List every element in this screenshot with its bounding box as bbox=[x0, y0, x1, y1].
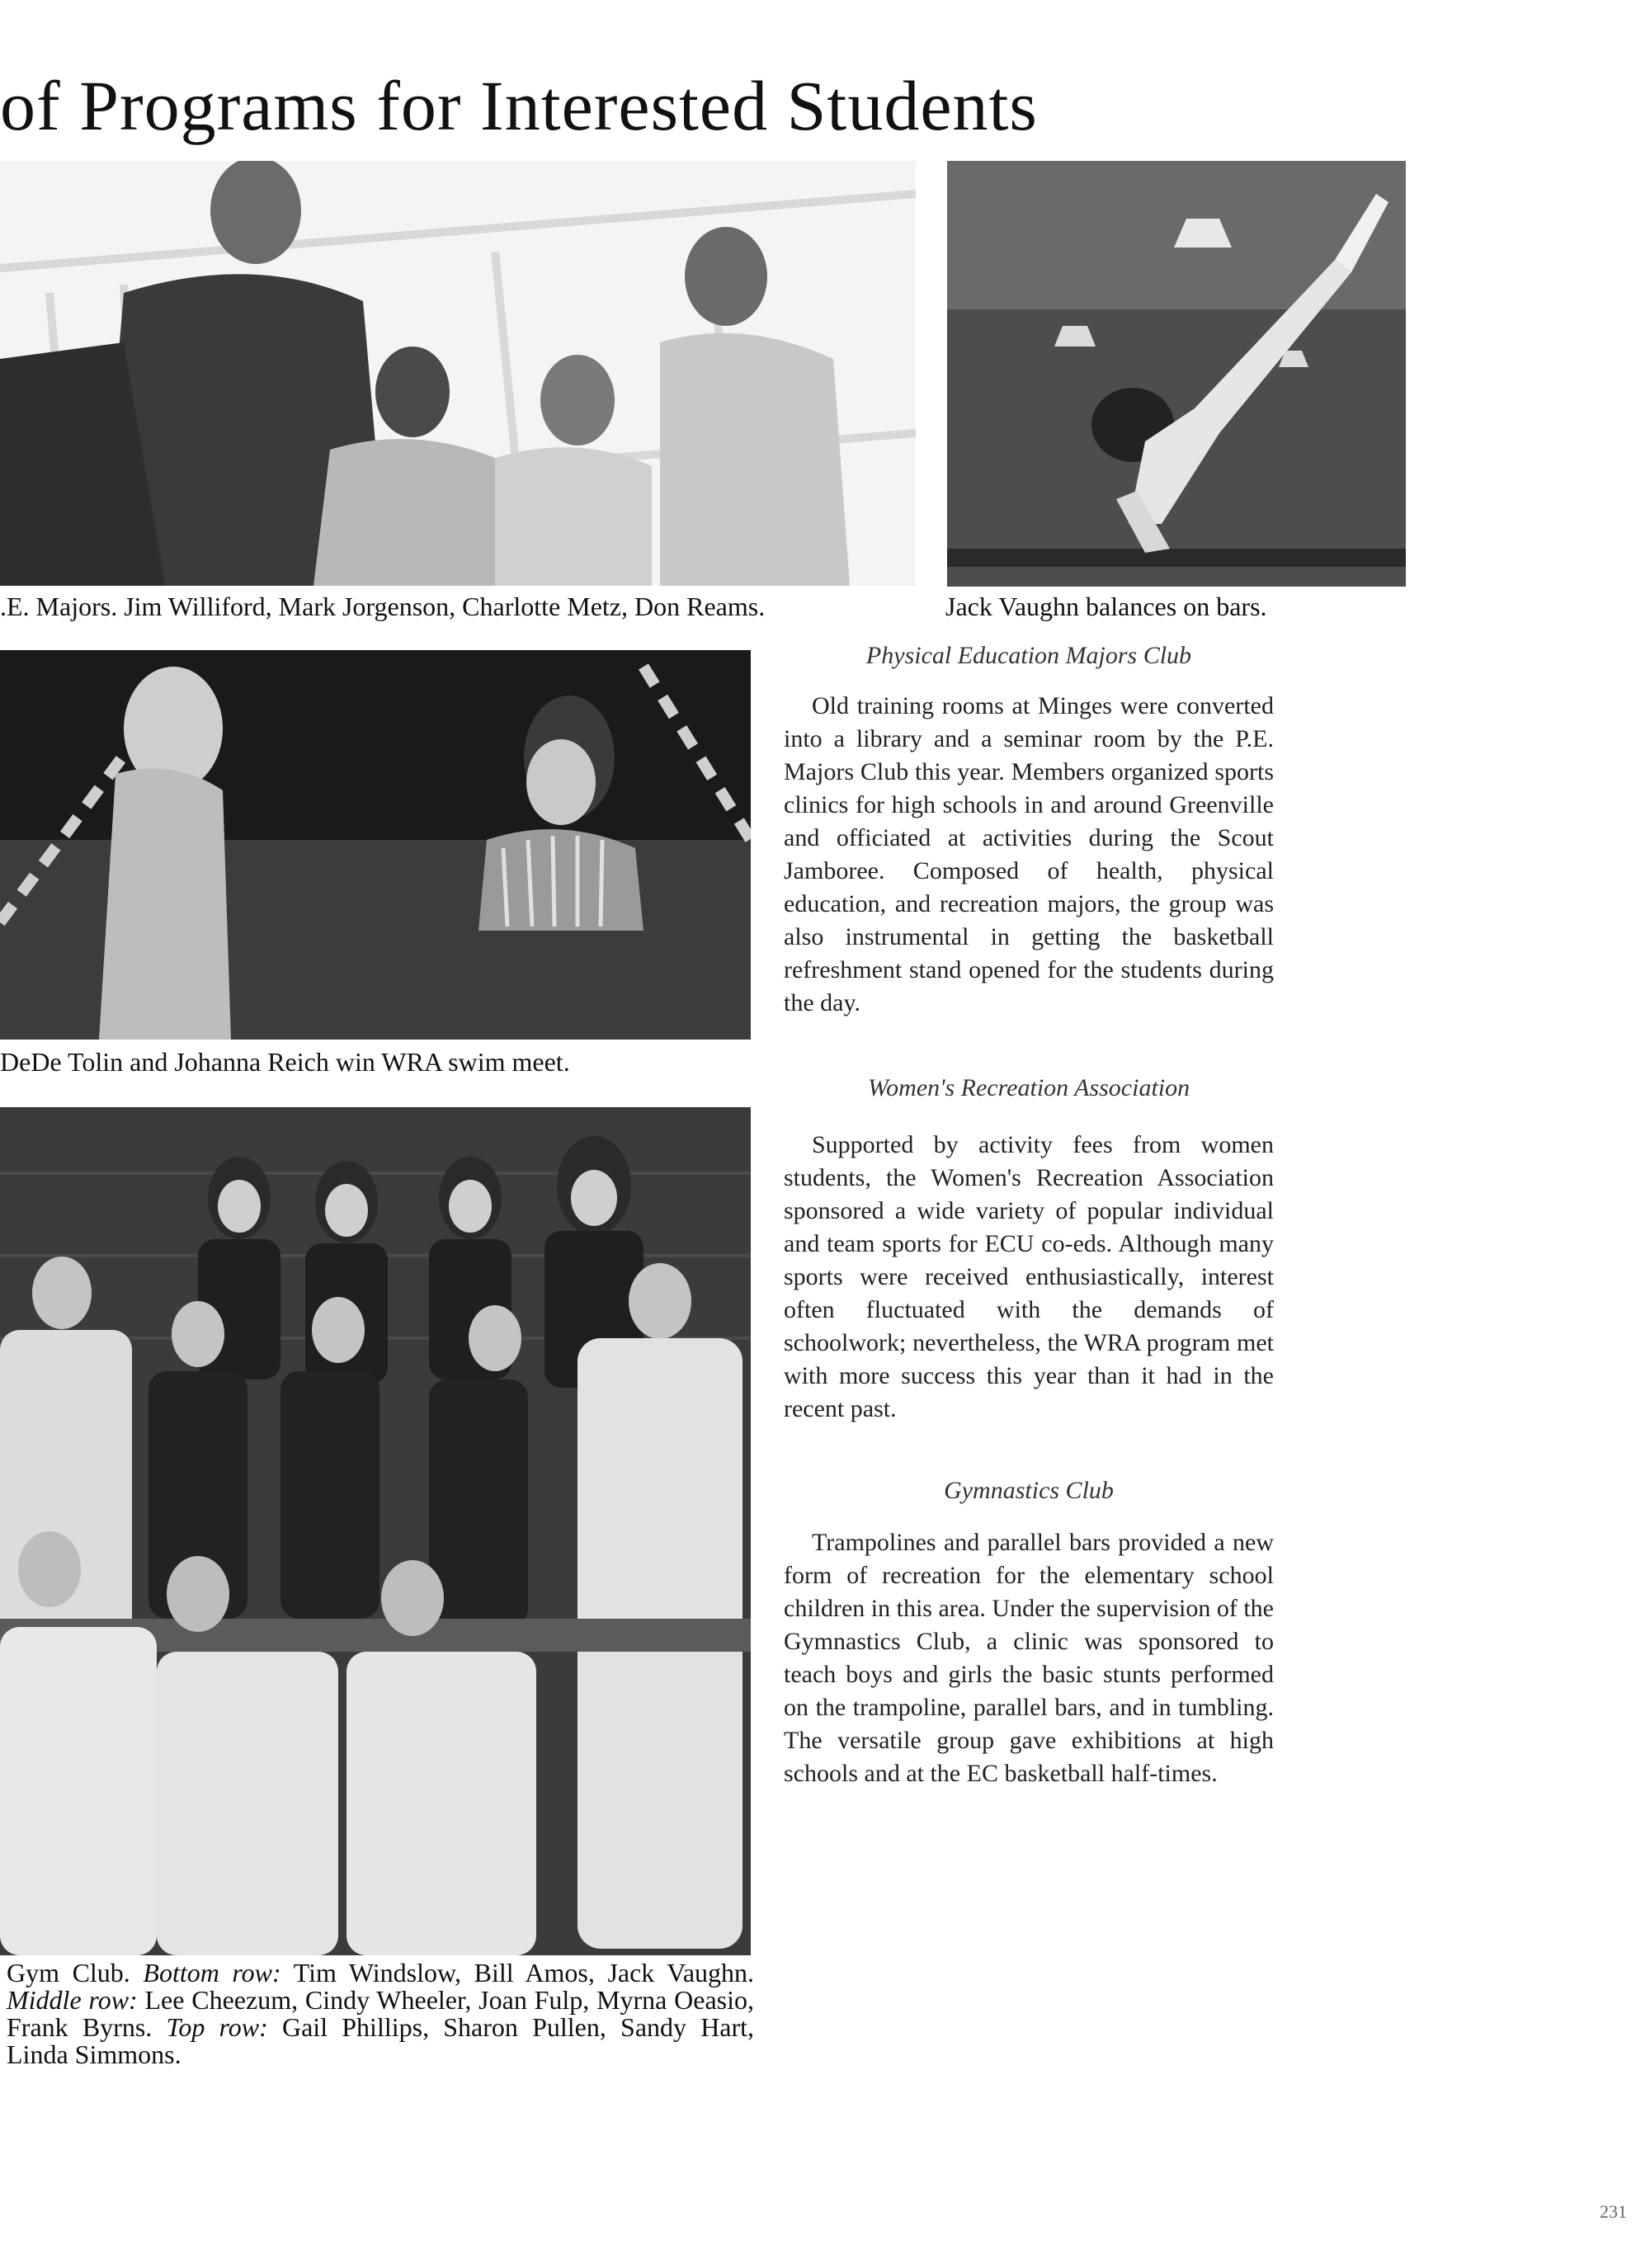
caption-lead: Gym Club. bbox=[7, 1958, 130, 1987]
section-heading-wra: Women's Recreation Association bbox=[867, 1074, 1190, 1101]
swim-image bbox=[0, 650, 751, 1040]
section-heading-pe: Physical Education Majors Club bbox=[865, 642, 1192, 669]
middle-row-label: Middle row: bbox=[7, 1985, 138, 2015]
pe-majors-photo bbox=[0, 161, 916, 586]
gym-club-photo bbox=[0, 1107, 751, 1955]
section-body-gymnastics: Trampolines and parallel bars provided a new form of recreation for the elementary school children in this area. Under the supervision of the Gymnastics Club, a clinic was sponsored to teach boys and girls the basic stunts performed on the trampoline, parallel bars, and in tumbling. The versatile group gave exhibitions at high schools and at the EC basketball half-times. bbox=[784, 1529, 1274, 1787]
section-heading-gymnastics: Gymnastics Club bbox=[944, 1477, 1114, 1504]
top-row-label: Top row: bbox=[166, 2012, 268, 2042]
gym-club-caption bbox=[7, 1959, 754, 2068]
gym-club-image bbox=[0, 1107, 751, 1955]
swim-caption: DeDe Tolin and Johanna Reich win WRA swim meet. bbox=[0, 1047, 570, 1077]
vaughn-image bbox=[947, 161, 1406, 587]
pe-majors-caption: .E. Majors. Jim Williford, Mark Jorgenson, Charlotte Metz, Don Reams. bbox=[0, 592, 766, 621]
page-number: 231 bbox=[1600, 2201, 1627, 2222]
middle-row-names: Lee Cheezum, Cindy Wheeler, Joan Fulp, Myrna Oeasio, Frank Byrns. bbox=[7, 1985, 755, 2042]
swim-photo bbox=[0, 650, 751, 1040]
section-body-pe: Old training rooms at Minges were converted into a library and a seminar room by the P.E. Majors Club this year. Members organized sports clinics for high schools in and around Greenville and officiated at activities during the Scout Jamboree. Composed of health, physical education, and recreation majors, the group was also instrumental in getting the basketball refreshment stand opened for the students during the day. bbox=[784, 692, 1274, 1016]
section-body-wra: Supported by activity fees from women students, the Women's Recreation Association sponsored a wide variety of popular individual and team sports for ECU co-eds. Although many sports were received enthusiastically, interest often fluctuated with the demands of schoolwork; nevertheless, the WRA program met with more success this year than it had in the recent past. bbox=[784, 1131, 1274, 1422]
vaughn-caption: Jack Vaughn balances on bars. bbox=[945, 592, 1267, 621]
bottom-row-label: Bottom row: bbox=[143, 1958, 281, 1987]
vaughn-photo bbox=[947, 161, 1406, 587]
top-row-names: Gail Phillips, Sharon Pullen, Sandy Hart, Linda Simmons. bbox=[7, 2012, 755, 2069]
pe-majors-image bbox=[0, 161, 916, 586]
page-title: of Programs for Interested Students bbox=[0, 66, 1038, 145]
bottom-row-names: Tim Windslow, Bill Amos, Jack Vaughn. bbox=[293, 1958, 755, 1987]
